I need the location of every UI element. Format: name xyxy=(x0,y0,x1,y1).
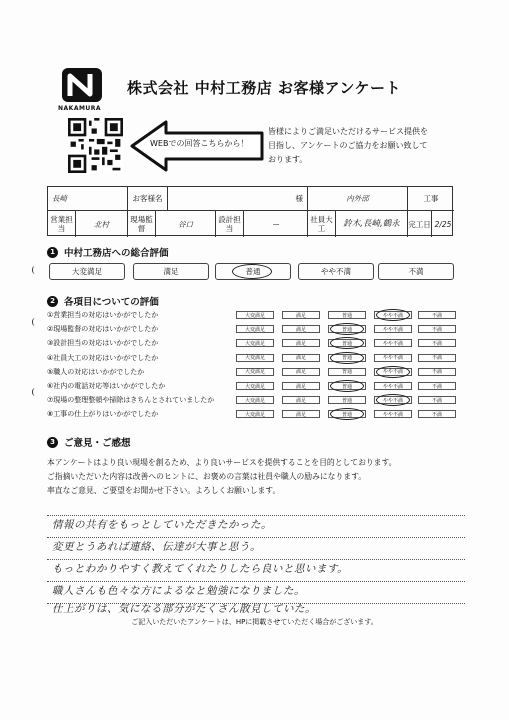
rating-option[interactable]: 不満 xyxy=(418,368,456,376)
rating-option[interactable]: 満足 xyxy=(282,339,320,347)
rating-option[interactable]: 不満 xyxy=(418,396,456,404)
staff-field[interactable]: 鈴木,長崎,鶴永 xyxy=(336,211,408,237)
rating-option[interactable]: 大変満足 xyxy=(236,396,274,404)
rating-question-4: ④社員大工の対応はいかがでしたか xyxy=(47,353,159,362)
selected-circle-mark xyxy=(330,323,364,335)
sama-label: 様 xyxy=(168,187,308,211)
page-title: 株式会社 中村工務店 お客様アンケート xyxy=(127,79,402,97)
sales-label: 営業担当 xyxy=(48,211,76,237)
rating-question-2: ②現場監督の対応はいかがでしたか xyxy=(47,325,159,334)
answer-line xyxy=(47,559,465,560)
handwritten-line-4[interactable]: 職人さんも色々な方によるなと勉強になりました。 xyxy=(52,585,305,597)
overall-option-very-satisfied[interactable]: 大変満足 xyxy=(49,263,125,280)
rating-option[interactable]: 大変満足 xyxy=(236,325,274,333)
complete-field[interactable]: 2/25 xyxy=(434,219,452,229)
rating-option[interactable]: 大変満足 xyxy=(236,311,274,319)
rating-option[interactable]: 不満 xyxy=(418,410,456,418)
margin-mark xyxy=(32,318,38,326)
complete-label: 完工日 xyxy=(408,211,432,237)
rating-option[interactable]: 満足 xyxy=(282,382,320,390)
name-field[interactable]: 長崎 xyxy=(48,187,128,211)
rating-question-1: ①営業担当の対応はいかがでしたか xyxy=(47,311,159,319)
rating-option[interactable]: 普通 xyxy=(328,354,366,362)
rating-option[interactable]: 不満 xyxy=(418,311,456,319)
handwritten-line-1[interactable]: 情報の共有をもっとしていただきたかった。 xyxy=(52,519,272,531)
rating-question-3: ③設計担当の対応はいかがでしたか xyxy=(47,339,159,348)
work-label: 工事 xyxy=(408,187,454,211)
rating-option[interactable]: 普通 xyxy=(328,325,366,333)
rating-option[interactable]: 普通 xyxy=(328,368,366,376)
staff-label: 社員大工 xyxy=(308,211,336,237)
rating-question-7: ⑦現場の整理整頓や掃除はきちんとされていましたか xyxy=(47,396,215,405)
rating-option[interactable]: 大変満足 xyxy=(236,368,274,376)
rating-option[interactable]: やや不満 xyxy=(374,354,412,362)
selected-circle-mark xyxy=(330,352,364,364)
rating-option[interactable]: 不満 xyxy=(418,382,456,390)
answer-line xyxy=(47,515,465,516)
rating-option[interactable]: やや不満 xyxy=(374,339,412,347)
margin-mark xyxy=(32,388,38,396)
rating-option[interactable]: 満足 xyxy=(282,396,320,404)
rating-option[interactable]: 不満 xyxy=(418,325,456,333)
design-label: 設計担当 xyxy=(216,211,244,237)
overall-option-normal[interactable]: 普通 xyxy=(215,263,291,280)
handwritten-line-5[interactable]: 仕上がりは、気になる部分がたくさん散見していた。 xyxy=(52,603,316,615)
handwritten-line-3[interactable]: もっとわかりやすく教えてくれたりしたら良いと思います。 xyxy=(52,563,349,575)
site-label: 現場監督 xyxy=(128,211,156,237)
selected-circle-mark xyxy=(330,408,364,420)
margin-mark xyxy=(32,266,38,274)
intro-text: 皆様によりご満足いただけるサービス提供を 目指し、アンケートのご協力をお願い致して おります。 xyxy=(268,127,428,164)
overall-option-somewhat-dissatisfied[interactable]: やや不満 xyxy=(298,263,374,280)
selected-circle-mark xyxy=(376,394,410,406)
overall-option-satisfied[interactable]: 満足 xyxy=(133,263,209,280)
rating-option[interactable]: 不満 xyxy=(418,339,456,347)
rating-option[interactable]: 不満 xyxy=(418,354,456,362)
rating-option[interactable]: 満足 xyxy=(282,311,320,319)
section3-title: 3 ご意見・ご感想 xyxy=(47,435,131,449)
rating-option[interactable]: やや不満 xyxy=(374,382,412,390)
rating-option[interactable]: やや不満 xyxy=(374,410,412,418)
answer-line xyxy=(47,581,465,582)
selected-circle-mark xyxy=(232,264,272,279)
rating-option[interactable]: 普通 xyxy=(328,382,366,390)
selected-circle-mark xyxy=(330,380,364,392)
rating-option[interactable]: やや不満 xyxy=(374,396,412,404)
rating-option[interactable]: 普通 xyxy=(328,339,366,347)
selected-circle-mark xyxy=(376,309,410,321)
work-field[interactable]: 内外部 xyxy=(308,187,408,211)
footer-note: ご記入いただいたアンケートは、HPに掲載させていただく場合がございます。 xyxy=(131,618,378,626)
handwritten-line-2[interactable]: 変更とうあれば連絡、伝達が大事と思う。 xyxy=(52,541,261,553)
selected-circle-mark xyxy=(330,337,364,349)
section3-instructions: 本アンケートはより良い現場を創るため、より良いサービスを提供することを目的としております。 ご指摘いただいた内容は改善へのヒントに、お褒めの言葉は社員や職人の励みになります。 率直なご意見、ご要望をお聞かせ下さい。よろしくお願いします。 xyxy=(47,458,397,495)
rating-option[interactable]: 満足 xyxy=(282,410,320,418)
overall-option-dissatisfied[interactable]: 不満 xyxy=(378,263,454,280)
selected-circle-mark xyxy=(376,366,410,378)
rating-option[interactable]: 大変満足 xyxy=(236,339,274,347)
section1-title: 1 中村工務店への総合評価 xyxy=(47,245,169,259)
rating-question-6: ⑥社内の電話対応等はいかがでしたか xyxy=(47,382,166,390)
section2-title: 2 各項目についての評価 xyxy=(47,294,159,308)
rating-option[interactable]: 普通 xyxy=(328,311,366,319)
rating-option[interactable]: 大変満足 xyxy=(236,410,274,418)
rating-option[interactable]: 大変満足 xyxy=(236,354,274,362)
rating-option[interactable]: 大変満足 xyxy=(236,382,274,390)
rating-option[interactable]: 満足 xyxy=(282,325,320,333)
customer-label: お客様名 xyxy=(128,187,168,211)
sales-field[interactable]: 北村 xyxy=(76,211,128,237)
rating-option[interactable]: 満足 xyxy=(282,368,320,376)
web-answer-link[interactable]: WEBでの回答こちらから！ xyxy=(150,139,249,148)
rating-question-5: ⑤職人の対応はいかがでしたか xyxy=(47,367,145,376)
design-field[interactable]: ー xyxy=(244,211,308,237)
rating-option[interactable]: 普通 xyxy=(328,396,366,404)
info-table xyxy=(47,186,453,236)
answer-line xyxy=(47,537,465,538)
rating-option[interactable]: やや不満 xyxy=(374,368,412,376)
rating-option[interactable]: 満足 xyxy=(282,354,320,362)
rating-option[interactable]: やや不満 xyxy=(374,325,412,333)
rating-question-8: ⑧工事の仕上がりはいかがでしたか xyxy=(47,410,159,419)
logo-caption: NAKAMURA xyxy=(58,105,102,112)
site-field[interactable]: 谷口 xyxy=(156,211,216,237)
rating-option[interactable]: やや不満 xyxy=(374,311,412,319)
rating-option[interactable]: 普通 xyxy=(328,410,366,418)
qr-code-icon[interactable] xyxy=(68,118,123,173)
